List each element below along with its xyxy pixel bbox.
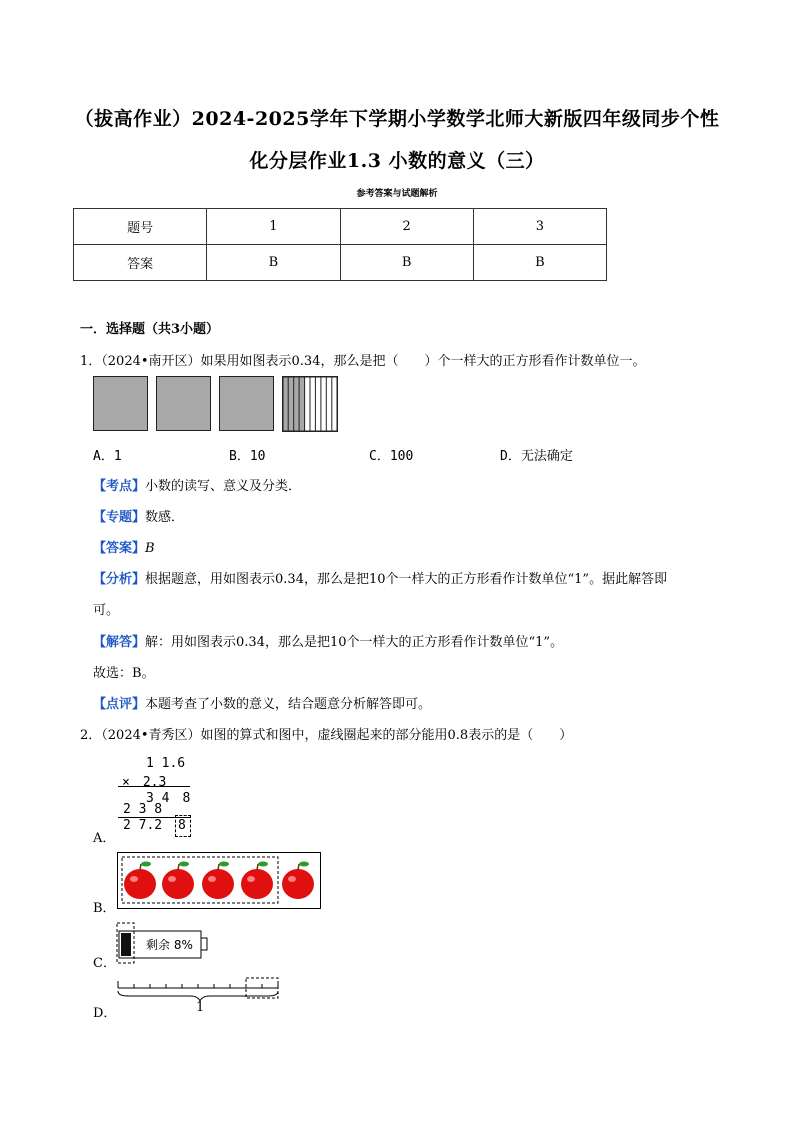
calc-row-3: 3 4 8 [146, 791, 191, 806]
q1-fenxi-cont: 可。 [93, 603, 120, 618]
header-label: 题号 [74, 209, 207, 245]
calc-row-1: 1 1.6 [146, 756, 186, 771]
q1-daan [93, 537, 155, 556]
fenxi-text: 根据题意，用如图表示0.34，那么是把10个一样大的正方形看作计数单位“1”。据此解答即 [145, 572, 668, 587]
answer-label: 答案 [74, 245, 207, 281]
ruler-label: 1 [196, 1000, 205, 1015]
zhuanti-text: 数感． [145, 510, 185, 525]
apples-figure [117, 852, 322, 910]
number-cell: 2 [340, 209, 473, 245]
title-line-1: （拔高作业）2024-2025学年下学期小学数学北师大新版四年级同步个性 [74, 108, 720, 130]
q1-dianping [93, 693, 431, 712]
daan-text: B [145, 541, 155, 556]
full-square-3 [219, 376, 274, 431]
number-cell: 1 [207, 209, 340, 245]
kaodian-tag: 【考点】 [93, 479, 146, 494]
q1-fenxi [93, 568, 667, 587]
q1-kaodian [93, 475, 301, 494]
q1-stem: 1．（2024•南开区）如果用如图表示0.34，那么是把（ ）个一样大的正方形看作计数单位一。 [80, 354, 646, 369]
subtitle: 参考答案与试题解析 [356, 189, 438, 199]
partial-square-figure [282, 376, 338, 432]
answer-table [73, 208, 607, 281]
q1-option-c: C．100 [369, 449, 414, 464]
q2-label-c: C． [93, 956, 116, 971]
answer-cell: B [340, 245, 473, 281]
q1-option-a: A．1 [93, 449, 122, 464]
daan-tag: 【答案】 [93, 541, 146, 556]
title-line-2: 化分层作业1.3 小数的意义（三） [249, 150, 545, 172]
calc-row-5: 2 7.2 [123, 818, 163, 833]
q1-option-d: D．无法确定 [500, 449, 573, 464]
full-square-2 [156, 376, 211, 431]
answer-cell: B [473, 245, 606, 281]
q2-label-b: B． [93, 901, 116, 916]
jieda-text: 解：用如图表示0.34，那么是把10个一样大的正方形看作计数单位“1”。 [145, 635, 564, 650]
section-heading: 一．选择题（共3小题） [80, 322, 220, 337]
answer-cell: B [207, 245, 340, 281]
q1-guxuan: 故选：B。 [93, 666, 155, 681]
q2-label-d: D． [93, 1006, 117, 1021]
calc-row-2: × 2.3 [122, 775, 167, 790]
battery-text: 剩余 8% [146, 938, 193, 952]
q1-zhuanti [93, 506, 184, 525]
dianping-text: 本题考查了小数的意义，结合题意分析解答即可。 [145, 697, 432, 712]
table-row [74, 209, 607, 245]
calc-row-4: 2 3 8 [123, 802, 163, 817]
fenxi-tag: 【分析】 [93, 572, 146, 587]
q1-jieda [93, 631, 563, 650]
kaodian-text: 小数的读写、意义及分类． [145, 479, 302, 494]
table-row [74, 245, 607, 281]
number-cell: 3 [473, 209, 606, 245]
q2-label-a: A． [93, 831, 116, 846]
calc-boxed-digit: 8 [178, 818, 186, 833]
zhuanti-tag: 【专题】 [93, 510, 146, 525]
q2-stem: 2．（2024•青秀区）如图的算式和图中，虚线圈起来的部分能用0.8表示的是（ ） [80, 728, 573, 743]
jieda-tag: 【解答】 [93, 635, 146, 650]
dianping-tag: 【点评】 [93, 697, 146, 712]
full-square-1 [93, 376, 148, 431]
q1-option-b: B．10 [229, 449, 266, 464]
